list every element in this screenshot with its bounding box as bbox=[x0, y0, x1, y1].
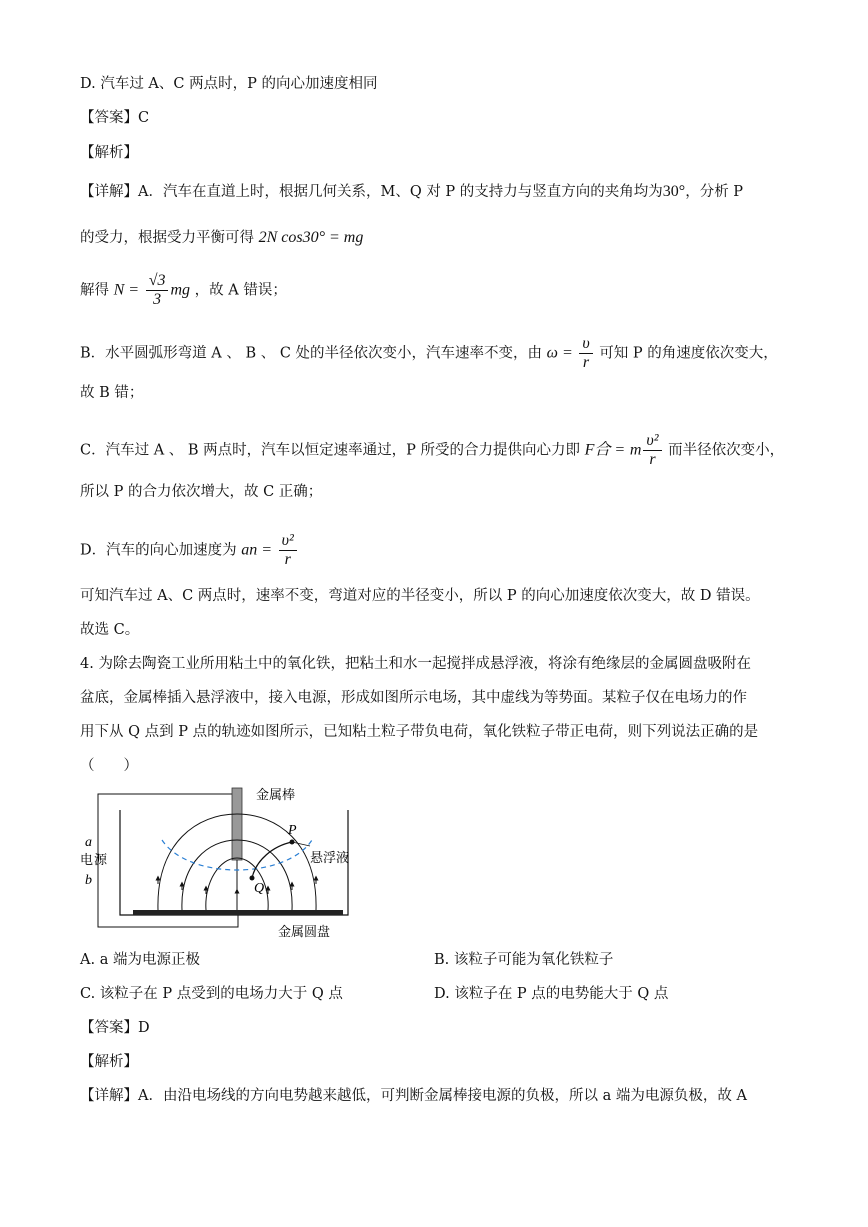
fraction-v-over-r: $\frac{\upsilon}{r}$ bbox=[579, 335, 592, 372]
q4-analysis-heading: 【解析】 bbox=[80, 1054, 138, 1070]
q4-option-b: B. 该粒子可能为氧化铁粒子 bbox=[434, 952, 614, 968]
fraction-v2-over-r: $\frac{\text{υ²}}{r}$ bbox=[643, 432, 661, 469]
q4-option-a: A. a 端为电源正极 bbox=[80, 952, 200, 968]
q4-option-c: C. 该粒子在 P 点受到的电场力大于 Q 点 bbox=[80, 986, 343, 1002]
label-metal-disk: 金属圆盘 bbox=[278, 925, 331, 940]
q3-detail-b-line1: B．水平圆弧形弯道 A 、 B 、 C 处的半径依次变小，汽车速率不变，由 ω = $\frac{\upsilon}{r}$ 可知 P 的角速度依次变大， bbox=[80, 335, 778, 371]
q3-detail-d-line2: 可知汽车过 A、C 两点时，速率不变，弯道对应的半径变小，所以 P 的向心加速度依次变大，故 D 错误。 bbox=[80, 588, 760, 604]
q3-detail-c-line1: C．汽车过 A 、 B 两点时，汽车以恒定速率通过，P 所受的合力提供向心力即 F合 = m $\frac{\text{υ²}}{r}$ 而半径依次变小， bbox=[80, 432, 785, 468]
power-wire bbox=[98, 794, 238, 927]
q3-detail-a-line1: 【详解】A．汽车在直道上时，根据几何关系，M、Q 对 P 的支持力与竖直方向的夹角均为30°，分析 P bbox=[80, 183, 744, 200]
balance-equation: 2N cos30° = mg bbox=[258, 229, 364, 246]
fraction-sqrt3-over-3: $\frac{√3}{3}$ bbox=[146, 272, 169, 309]
q3-detail-d-line1: D．汽车的向心加速度为 an = $\frac{\text{υ²}}{r}$ bbox=[80, 532, 299, 569]
q4-detail-a: 【详解】A．由沿电场线的方向电势越来越低，可判断金属棒接电源的负极，所以 a 端为电源负极，故 A bbox=[80, 1088, 747, 1104]
metal-disk bbox=[133, 910, 343, 915]
metal-rod bbox=[232, 788, 242, 860]
q4-stem-line1: 4. 为除去陶瓷工业所用粘土中的氧化铁，把粘土和水一起搅拌成悬浮液，将涂有绝缘层的金属圆盘吸附在 bbox=[80, 656, 751, 672]
point-q bbox=[250, 876, 255, 881]
label-p: P bbox=[288, 823, 297, 838]
q3-answer: 【答案】C bbox=[80, 110, 150, 126]
label-b: b bbox=[85, 873, 92, 888]
label-power-2: 源 bbox=[94, 853, 108, 868]
electric-field-diagram bbox=[78, 782, 378, 942]
q3-conclusion: 故选 C。 bbox=[80, 622, 140, 638]
label-suspension: 悬浮液 bbox=[310, 851, 350, 866]
q4-stem-line4: （ ） bbox=[80, 758, 138, 774]
fraction-a-v2-over-r: $\frac{\text{υ²}}{r}$ bbox=[279, 532, 297, 569]
q3-analysis-heading: 【解析】 bbox=[80, 145, 138, 161]
q4-stem-line2: 盆底，金属棒插入悬浮液中，接入电源，形成如图所示电场，其中虚线为等势面。某粒子仅在电场力的作 bbox=[80, 690, 747, 706]
q4-option-d: D. 该粒子在 P 点的电势能大于 Q 点 bbox=[434, 986, 669, 1002]
q3-detail-a-line2: 的受力，根据受力平衡可得 2N cos30° = mg bbox=[80, 229, 364, 246]
label-a: a bbox=[85, 835, 92, 850]
q4-stem-line3: 用下从 Q 点到 P 点的轨迹如图所示，已知粘土粒子带负电荷，氧化铁粒子带正电荷，则下列说法正确的是 bbox=[80, 724, 759, 740]
q3-detail-c-line2: 所以 P 的合力依次增大，故 C 正确； bbox=[80, 484, 323, 500]
q3-detail-a-line3: 解得 N = $\frac{√3}{3}$ mg ，故 A 错误； bbox=[80, 272, 287, 308]
label-power-1: 电 bbox=[80, 853, 94, 868]
q3-option-d: D. 汽车过 A、C 两点时，P 的向心加速度相同 bbox=[80, 76, 378, 92]
pointer-line bbox=[292, 842, 310, 846]
label-q: Q bbox=[254, 881, 265, 896]
label-metal-rod: 金属棒 bbox=[256, 788, 296, 803]
q4-answer: 【答案】D bbox=[80, 1020, 150, 1036]
q3-detail-b-line2: 故 B 错； bbox=[80, 385, 144, 401]
